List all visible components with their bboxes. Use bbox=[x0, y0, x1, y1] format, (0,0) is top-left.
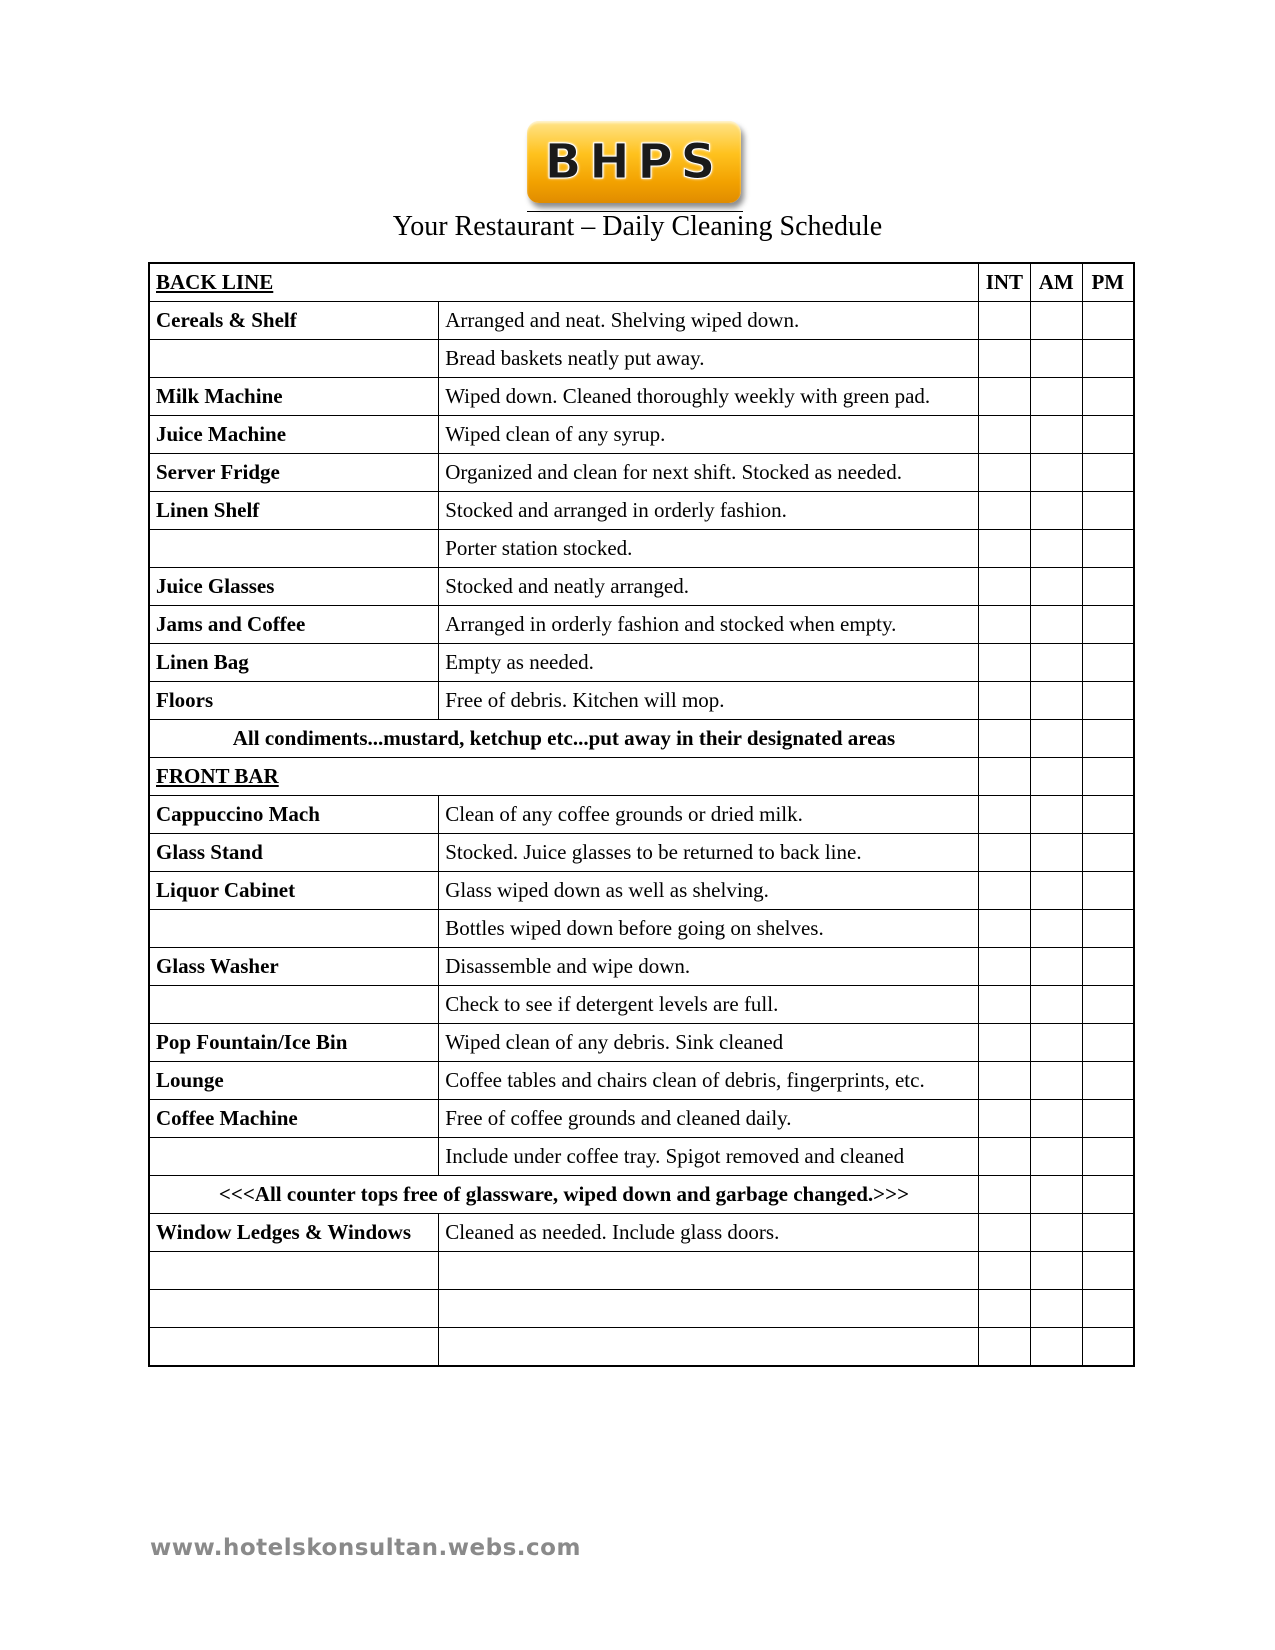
table-row bbox=[149, 530, 1134, 568]
column-am: AM bbox=[1030, 263, 1082, 302]
am-checkbox-cell[interactable] bbox=[1030, 1138, 1082, 1176]
table-row bbox=[149, 644, 1134, 682]
pm-checkbox-cell[interactable] bbox=[1082, 454, 1134, 492]
item-description: Check to see if detergent levels are full. bbox=[439, 986, 979, 1024]
table-row bbox=[149, 302, 1134, 340]
am-checkbox-cell[interactable] bbox=[1030, 1328, 1082, 1367]
item-description: Wiped clean of any syrup. bbox=[439, 416, 979, 454]
item-name: Pop Fountain/Ice Bin bbox=[149, 1024, 439, 1062]
int-checkbox-cell[interactable] bbox=[978, 796, 1030, 834]
am-checkbox-cell[interactable] bbox=[1030, 454, 1082, 492]
item-name bbox=[149, 1138, 439, 1176]
back-line-note-row bbox=[149, 720, 1134, 758]
int-checkbox-cell[interactable] bbox=[978, 1176, 1030, 1214]
pm-checkbox-cell[interactable] bbox=[1082, 1024, 1134, 1062]
front-bar-note-row bbox=[149, 1176, 1134, 1214]
bhps-logo bbox=[527, 121, 743, 211]
int-checkbox-cell[interactable] bbox=[978, 416, 1030, 454]
int-checkbox-cell[interactable] bbox=[978, 454, 1030, 492]
table-row bbox=[149, 378, 1134, 416]
table-row bbox=[149, 682, 1134, 720]
int-checkbox-cell[interactable] bbox=[978, 492, 1030, 530]
pm-checkbox-cell[interactable] bbox=[1082, 530, 1134, 568]
blank-description-cell[interactable] bbox=[439, 1252, 979, 1290]
am-checkbox-cell[interactable] bbox=[1030, 720, 1082, 758]
am-checkbox-cell[interactable] bbox=[1030, 834, 1082, 872]
int-checkbox-cell[interactable] bbox=[978, 1062, 1030, 1100]
table-row bbox=[149, 986, 1134, 1024]
item-name: Liquor Cabinet bbox=[149, 872, 439, 910]
logo-badge bbox=[527, 121, 741, 203]
column-pm: PM bbox=[1082, 263, 1134, 302]
front-bar-note: <<<All counter tops free of glassware, wiped down and garbage changed.>>> bbox=[149, 1176, 978, 1214]
item-description: Bread baskets neatly put away. bbox=[439, 340, 979, 378]
item-description: Stocked and neatly arranged. bbox=[439, 568, 979, 606]
table-row bbox=[149, 340, 1134, 378]
table-row bbox=[149, 948, 1134, 986]
item-description: Organized and clean for next shift. Stocked as needed. bbox=[439, 454, 979, 492]
int-checkbox-cell[interactable] bbox=[978, 1024, 1030, 1062]
item-description: Wiped clean of any debris. Sink cleaned bbox=[439, 1024, 979, 1062]
item-name: Linen Shelf bbox=[149, 492, 439, 530]
item-name: Lounge bbox=[149, 1062, 439, 1100]
am-checkbox-cell[interactable] bbox=[1030, 1176, 1082, 1214]
item-description: Empty as needed. bbox=[439, 644, 979, 682]
table-row bbox=[149, 910, 1134, 948]
am-checkbox-cell[interactable] bbox=[1030, 340, 1082, 378]
item-name: Floors bbox=[149, 682, 439, 720]
table-row bbox=[149, 1062, 1134, 1100]
pm-checkbox-cell[interactable] bbox=[1082, 568, 1134, 606]
item-name bbox=[149, 910, 439, 948]
item-name: Linen Bag bbox=[149, 644, 439, 682]
table-row bbox=[149, 416, 1134, 454]
item-description: Bottles wiped down before going on shelves. bbox=[439, 910, 979, 948]
item-description: Stocked and arranged in orderly fashion. bbox=[439, 492, 979, 530]
table-row bbox=[149, 454, 1134, 492]
blank-item-cell[interactable] bbox=[149, 1328, 439, 1367]
am-checkbox-cell[interactable] bbox=[1030, 302, 1082, 340]
item-description: Clean of any coffee grounds or dried milk. bbox=[439, 796, 979, 834]
blank-description-cell[interactable] bbox=[439, 1290, 979, 1328]
blank-row bbox=[149, 1328, 1134, 1367]
section-front-bar: FRONT BAR bbox=[149, 758, 978, 796]
item-description: Stocked. Juice glasses to be returned to back line. bbox=[439, 834, 979, 872]
am-checkbox-cell[interactable] bbox=[1030, 1024, 1082, 1062]
am-checkbox-cell[interactable] bbox=[1030, 568, 1082, 606]
am-checkbox-cell[interactable] bbox=[1030, 1290, 1082, 1328]
item-name: Cappuccino Mach bbox=[149, 796, 439, 834]
item-description: Free of debris. Kitchen will mop. bbox=[439, 682, 979, 720]
item-name: Milk Machine bbox=[149, 378, 439, 416]
pm-checkbox-cell[interactable] bbox=[1082, 302, 1134, 340]
int-checkbox-cell[interactable] bbox=[978, 834, 1030, 872]
int-checkbox-cell[interactable] bbox=[978, 378, 1030, 416]
item-description: Disassemble and wipe down. bbox=[439, 948, 979, 986]
back-line-note: All condiments...mustard, ketchup etc...put away in their designated areas bbox=[149, 720, 978, 758]
blank-row bbox=[149, 1290, 1134, 1328]
int-checkbox-cell[interactable] bbox=[978, 1252, 1030, 1290]
int-checkbox-cell[interactable] bbox=[978, 606, 1030, 644]
am-checkbox-cell[interactable] bbox=[1030, 872, 1082, 910]
item-name: Window Ledges & Windows bbox=[149, 1214, 439, 1252]
am-checkbox-cell[interactable] bbox=[1030, 606, 1082, 644]
pm-checkbox-cell[interactable] bbox=[1082, 492, 1134, 530]
pm-checkbox-cell[interactable] bbox=[1082, 1252, 1134, 1290]
pm-checkbox-cell[interactable] bbox=[1082, 986, 1134, 1024]
am-checkbox-cell[interactable] bbox=[1030, 1100, 1082, 1138]
int-checkbox-cell[interactable] bbox=[978, 1100, 1030, 1138]
table-row bbox=[149, 1214, 1134, 1252]
footer-url: www.hotelskonsultan.webs.com bbox=[150, 1535, 581, 1561]
pm-checkbox-cell[interactable] bbox=[1082, 758, 1134, 796]
table-row bbox=[149, 834, 1134, 872]
am-checkbox-cell[interactable] bbox=[1030, 986, 1082, 1024]
item-name: Glass Stand bbox=[149, 834, 439, 872]
pm-checkbox-cell[interactable] bbox=[1082, 1062, 1134, 1100]
pm-checkbox-cell[interactable] bbox=[1082, 1100, 1134, 1138]
item-name: Juice Glasses bbox=[149, 568, 439, 606]
pm-checkbox-cell[interactable] bbox=[1082, 340, 1134, 378]
blank-row bbox=[149, 1252, 1134, 1290]
pm-checkbox-cell[interactable] bbox=[1082, 910, 1134, 948]
pm-checkbox-cell[interactable] bbox=[1082, 682, 1134, 720]
item-name bbox=[149, 986, 439, 1024]
am-checkbox-cell[interactable] bbox=[1030, 492, 1082, 530]
am-checkbox-cell[interactable] bbox=[1030, 1252, 1082, 1290]
blank-item-cell[interactable] bbox=[149, 1252, 439, 1290]
am-checkbox-cell[interactable] bbox=[1030, 1214, 1082, 1252]
item-name bbox=[149, 530, 439, 568]
int-checkbox-cell[interactable] bbox=[978, 682, 1030, 720]
int-checkbox-cell[interactable] bbox=[978, 644, 1030, 682]
table-row bbox=[149, 492, 1134, 530]
am-checkbox-cell[interactable] bbox=[1030, 910, 1082, 948]
item-description: Wiped down. Cleaned thoroughly weekly with green pad. bbox=[439, 378, 979, 416]
item-description: Arranged and neat. Shelving wiped down. bbox=[439, 302, 979, 340]
column-int: INT bbox=[978, 263, 1030, 302]
logo-text: BHPS bbox=[544, 134, 724, 190]
item-description: Coffee tables and chairs clean of debris, fingerprints, etc. bbox=[439, 1062, 979, 1100]
int-checkbox-cell[interactable] bbox=[978, 1214, 1030, 1252]
int-checkbox-cell[interactable] bbox=[978, 530, 1030, 568]
blank-item-cell[interactable] bbox=[149, 1290, 439, 1328]
table-row bbox=[149, 568, 1134, 606]
item-name: Juice Machine bbox=[149, 416, 439, 454]
am-checkbox-cell[interactable] bbox=[1030, 682, 1082, 720]
item-description: Cleaned as needed. Include glass doors. bbox=[439, 1214, 979, 1252]
am-checkbox-cell[interactable] bbox=[1030, 948, 1082, 986]
int-checkbox-cell[interactable] bbox=[978, 1290, 1030, 1328]
pm-checkbox-cell[interactable] bbox=[1082, 1138, 1134, 1176]
pm-checkbox-cell[interactable] bbox=[1082, 796, 1134, 834]
int-checkbox-cell[interactable] bbox=[978, 720, 1030, 758]
item-name: Glass Washer bbox=[149, 948, 439, 986]
table-row bbox=[149, 872, 1134, 910]
am-checkbox-cell[interactable] bbox=[1030, 530, 1082, 568]
int-checkbox-cell[interactable] bbox=[978, 758, 1030, 796]
cleaning-schedule-table bbox=[148, 262, 1135, 1367]
int-checkbox-cell[interactable] bbox=[978, 1328, 1030, 1367]
item-description: Include under coffee tray. Spigot removed and cleaned bbox=[439, 1138, 979, 1176]
am-checkbox-cell[interactable] bbox=[1030, 378, 1082, 416]
int-checkbox-cell[interactable] bbox=[978, 302, 1030, 340]
front-bar-header-row bbox=[149, 758, 1134, 796]
pm-checkbox-cell[interactable] bbox=[1082, 872, 1134, 910]
pm-checkbox-cell[interactable] bbox=[1082, 1328, 1134, 1367]
am-checkbox-cell[interactable] bbox=[1030, 758, 1082, 796]
int-checkbox-cell[interactable] bbox=[978, 1138, 1030, 1176]
pm-checkbox-cell[interactable] bbox=[1082, 720, 1134, 758]
item-description: Arranged in orderly fashion and stocked when empty. bbox=[439, 606, 979, 644]
am-checkbox-cell[interactable] bbox=[1030, 1062, 1082, 1100]
pm-checkbox-cell[interactable] bbox=[1082, 1290, 1134, 1328]
pm-checkbox-cell[interactable] bbox=[1082, 378, 1134, 416]
am-checkbox-cell[interactable] bbox=[1030, 796, 1082, 834]
page-title: Your Restaurant – Daily Cleaning Schedule bbox=[392, 211, 883, 242]
pm-checkbox-cell[interactable] bbox=[1082, 644, 1134, 682]
table-row bbox=[149, 1138, 1134, 1176]
int-checkbox-cell[interactable] bbox=[978, 948, 1030, 986]
table-row bbox=[149, 606, 1134, 644]
item-description: Porter station stocked. bbox=[439, 530, 979, 568]
int-checkbox-cell[interactable] bbox=[978, 568, 1030, 606]
pm-checkbox-cell[interactable] bbox=[1082, 1214, 1134, 1252]
int-checkbox-cell[interactable] bbox=[978, 340, 1030, 378]
back-line-header-row bbox=[149, 263, 1134, 302]
blank-description-cell[interactable] bbox=[439, 1328, 979, 1367]
int-checkbox-cell[interactable] bbox=[978, 910, 1030, 948]
table-row bbox=[149, 1100, 1134, 1138]
table-row bbox=[149, 796, 1134, 834]
pm-checkbox-cell[interactable] bbox=[1082, 416, 1134, 454]
pm-checkbox-cell[interactable] bbox=[1082, 948, 1134, 986]
section-back-line: BACK LINE bbox=[149, 263, 978, 302]
item-name bbox=[149, 340, 439, 378]
table-row bbox=[149, 1024, 1134, 1062]
item-description: Free of coffee grounds and cleaned daily. bbox=[439, 1100, 979, 1138]
item-name: Server Fridge bbox=[149, 454, 439, 492]
item-name: Cereals & Shelf bbox=[149, 302, 439, 340]
pm-checkbox-cell[interactable] bbox=[1082, 606, 1134, 644]
int-checkbox-cell[interactable] bbox=[978, 986, 1030, 1024]
am-checkbox-cell[interactable] bbox=[1030, 644, 1082, 682]
pm-checkbox-cell[interactable] bbox=[1082, 834, 1134, 872]
pm-checkbox-cell[interactable] bbox=[1082, 1176, 1134, 1214]
am-checkbox-cell[interactable] bbox=[1030, 416, 1082, 454]
item-name: Coffee Machine bbox=[149, 1100, 439, 1138]
int-checkbox-cell[interactable] bbox=[978, 872, 1030, 910]
item-description: Glass wiped down as well as shelving. bbox=[439, 872, 979, 910]
item-name: Jams and Coffee bbox=[149, 606, 439, 644]
